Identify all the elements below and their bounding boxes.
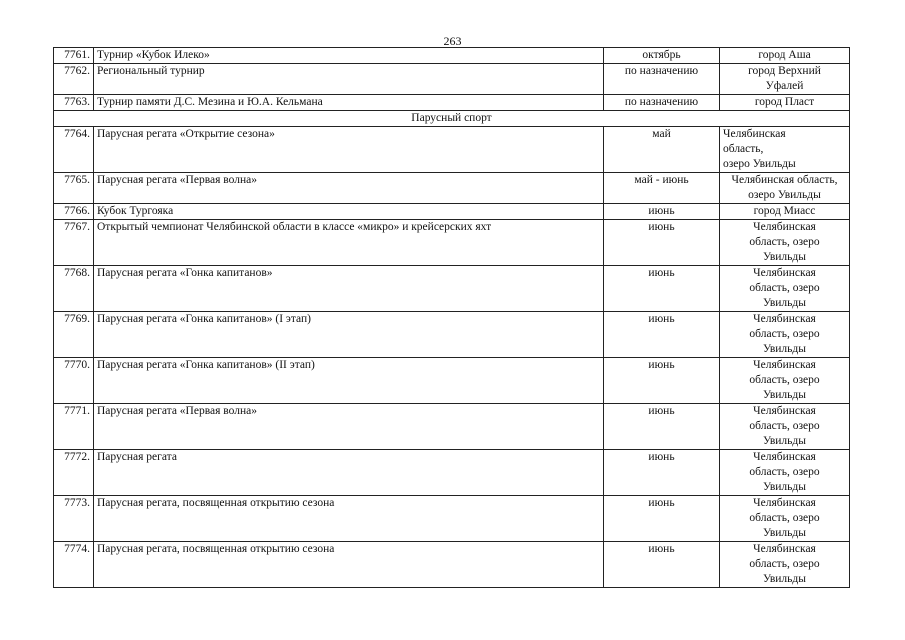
event-date: по назначению [604, 64, 720, 95]
event-place-line: Челябинская [753, 543, 816, 555]
event-place [720, 266, 850, 312]
row-number: 7763. [54, 95, 94, 111]
event-name: Парусная регата «Гонка капитанов» (I этап) [94, 312, 604, 358]
event-place [720, 173, 850, 204]
row-number: 7769. [54, 312, 94, 358]
event-place-line: город Миасс [753, 205, 816, 217]
event-place-line: Челябинская [753, 313, 816, 325]
event-place-line: Уфалей [765, 80, 804, 92]
event-place-line: область, озеро [749, 282, 820, 294]
event-place-line: область, озеро [749, 512, 820, 524]
row-number: 7768. [54, 266, 94, 312]
event-place-line: Увильды [763, 573, 806, 585]
table-row [54, 266, 850, 312]
event-date: июнь [604, 404, 720, 450]
table-row [54, 358, 850, 404]
event-date: июнь [604, 450, 720, 496]
event-place-line: Челябинская [753, 221, 816, 233]
event-place-line: Увильды [763, 389, 806, 401]
event-place [720, 204, 850, 220]
event-place-line: Увильды [763, 481, 806, 493]
event-place [720, 95, 850, 111]
event-place-line: Увильды [763, 297, 806, 309]
event-date: июнь [604, 220, 720, 266]
event-place [720, 404, 850, 450]
events-table [53, 47, 850, 588]
event-date: июнь [604, 266, 720, 312]
event-place-line: область, озеро [749, 466, 820, 478]
event-name: Парусная регата «Гонка капитанов» [94, 266, 604, 312]
event-place-line: Челябинская область, [731, 174, 838, 186]
event-place-line: область, озеро [749, 328, 820, 340]
event-place [720, 48, 850, 64]
event-date: октябрь [604, 48, 720, 64]
event-date: июнь [604, 542, 720, 588]
event-place-line: город Аша [758, 49, 811, 61]
events-table-top [54, 48, 850, 111]
event-place [720, 358, 850, 404]
row-number: 7762. [54, 64, 94, 95]
event-date: июнь [604, 496, 720, 542]
event-place-line: область, [723, 143, 764, 155]
event-name: Турнир «Кубок Илеко» [94, 48, 604, 64]
event-name: Парусная регата «Гонка капитанов» (II этап) [94, 358, 604, 404]
event-place-line: озеро Увильды [748, 189, 821, 201]
event-date: июнь [604, 204, 720, 220]
event-place [720, 64, 850, 95]
event-date: июнь [604, 312, 720, 358]
event-place-line: область, озеро [749, 420, 820, 432]
table-row [54, 496, 850, 542]
section-title: Парусный спорт [54, 111, 850, 127]
event-place-line: Увильды [763, 251, 806, 263]
event-place [720, 496, 850, 542]
event-place [720, 450, 850, 496]
event-place-line: Увильды [763, 343, 806, 355]
event-name: Кубок Тургояка [94, 204, 604, 220]
row-number: 7772. [54, 450, 94, 496]
event-place [720, 220, 850, 266]
event-place-line: Увильды [763, 435, 806, 447]
events-table-bottom [54, 127, 850, 588]
row-number: 7764. [54, 127, 94, 173]
table-row [54, 173, 850, 204]
event-name: Парусная регата «Открытие сезона» [94, 127, 604, 173]
event-date: июнь [604, 358, 720, 404]
event-place-line: Увильды [763, 527, 806, 539]
section-header-group [54, 111, 850, 127]
table-row [54, 127, 850, 173]
event-place [720, 312, 850, 358]
event-place-line: озеро Увильды [723, 158, 796, 170]
event-name: Региональный турнир [94, 64, 604, 95]
event-date: по назначению [604, 95, 720, 111]
event-name: Парусная регата, посвященная открытию сезона [94, 542, 604, 588]
event-name: Парусная регата, посвященная открытию сезона [94, 496, 604, 542]
event-place [720, 542, 850, 588]
event-name: Открытый чемпионат Челябинской области в классе «микро» и крейсерских яхт [94, 220, 604, 266]
table-row [54, 95, 850, 111]
table-row [54, 450, 850, 496]
row-number: 7766. [54, 204, 94, 220]
row-number: 7774. [54, 542, 94, 588]
table-row [54, 64, 850, 95]
event-place [720, 127, 850, 173]
row-number: 7770. [54, 358, 94, 404]
event-place-line: область, озеро [749, 236, 820, 248]
event-name: Парусная регата «Первая волна» [94, 404, 604, 450]
event-place-line: Челябинская [753, 359, 816, 371]
row-number: 7773. [54, 496, 94, 542]
table-row [54, 542, 850, 588]
row-number: 7765. [54, 173, 94, 204]
row-number: 7767. [54, 220, 94, 266]
event-date: май - июнь [604, 173, 720, 204]
event-name: Турнир памяти Д.С. Мезина и Ю.А. Кельмана [94, 95, 604, 111]
table-row [54, 204, 850, 220]
event-place-line: область, озеро [749, 374, 820, 386]
event-place-line: Челябинская [723, 128, 786, 140]
table-row [54, 404, 850, 450]
row-number: 7771. [54, 404, 94, 450]
event-place-line: Челябинская [753, 497, 816, 509]
event-place-line: Челябинская [753, 267, 816, 279]
event-place-line: область, озеро [749, 558, 820, 570]
page-number: 263 [443, 34, 462, 48]
event-place-line: город Верхний [748, 65, 821, 77]
table-row [54, 220, 850, 266]
event-place-line: Челябинская [753, 451, 816, 463]
row-number: 7761. [54, 48, 94, 64]
event-name: Парусная регата [94, 450, 604, 496]
event-name: Парусная регата «Первая волна» [94, 173, 604, 204]
event-place-line: город Пласт [754, 96, 815, 108]
event-date: май [604, 127, 720, 173]
event-place-line: Челябинская [753, 405, 816, 417]
table-row [54, 48, 850, 64]
section-row [54, 111, 850, 127]
table-row [54, 312, 850, 358]
